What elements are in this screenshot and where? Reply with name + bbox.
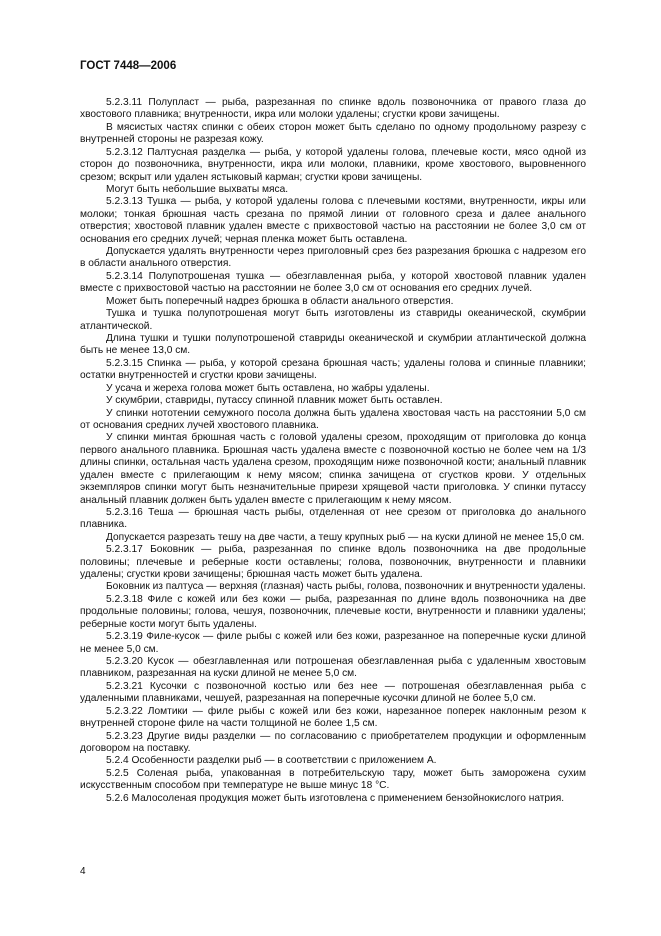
paragraph: 5.2.3.20 Кусок — обезглавленная или потрошеная обезглавленная рыба с удаленным хвостовым плавником, разрезанная на куски длиной не менее 5,0 см.	[80, 655, 586, 680]
paragraph: 5.2.3.14 Полупотрошеная тушка — обезглавленная рыба, у которой хвостовой плавник удален вместе с прихвостовой частью на расстоянии не более 3,0 см от основания его средних лучей.	[80, 270, 586, 295]
paragraph: 5.2.3.16 Теша — брюшная часть рыбы, отделенная от нее срезом от приголовка до анального плавника.	[80, 506, 586, 531]
paragraph: Допускается разрезать тешу на две части, а тешу крупных рыб — на куски длиной не менее 15,0 см.	[106, 531, 585, 543]
paragraph: Боковник из палтуса — верхняя (глазная) часть рыбы, голова, позвоночник и внутренности удалены.	[106, 581, 586, 593]
paragraph: 5.2.5 Соленая рыба, упакованная в потребительскую тару, может быть заморожена сухим искусственным способом при температуре не выше минус 18 °С.	[80, 767, 586, 792]
paragraph: 5.2.3.17 Боковник — рыба, разрезанная по спинке вдоль позвоночника на две продольные половины; плечевые и реберные кости оставлены; голова, позвоночник, внутренности и плавники удалены; сгустки крови зачищены; брюшная часть может быть удалена.	[80, 544, 586, 581]
paragraph: 5.2.3.23 Другие виды разделки — по согласованию с приобретателем продукции и оформленным договором на поставку.	[80, 730, 586, 754]
paragraph: 5.2.3.13 Тушка — рыба, у которой удалены голова с плечевыми костями, внутренности, икры или молоки; тонкая брюшная часть срезана по прямой линии от головного среза и далее анального отверстия; хвостовой плавник удален вместе с прихвостовой частью на расстоянии не более 3,0 см от основания его средних лучей; черная пленка может быть оставлена.	[80, 196, 586, 245]
paragraph: 5.2.6 Малосоленая продукция может быть изготовлена с применением бензойнокислого натрия.	[106, 792, 565, 804]
paragraph: Тушка и тушка полупотрошеная могут быть изготовлены из ставриды океанической, скумбрии атлантической.	[80, 308, 586, 332]
paragraph: 5.2.4 Особенности разделки рыб — в соответствии с приложением А.	[106, 755, 437, 767]
paragraph: У спинки минтая брюшная часть с головой удалены срезом, проходящим от приголовка до конца первого анального плавника. Брюшная часть удалена вместе с позвоночной костью не более чем на 1/3 длины спинки, остальная часть удалена срезом, проходящим ниже позвоночной кости; анальный плавник удален вместе с прилегающим к нему мясом; спинка зачищена от сгустков крови. У отдельных экземпляров спинки могут быть незначительные прирези хрящевой части приголовка. У спинки путассу анальный плавник должен быть удален вместе с прилегающим к нему мясом.	[80, 432, 586, 506]
document-body	[80, 97, 586, 805]
paragraph: 5.2.3.22 Ломтики — филе рыбы с кожей или без кожи, нарезанное поперек наклонным резом к внутренней стороне филе на части толщиной не более 1,5 см.	[80, 705, 586, 730]
document-header: ГОСТ 7448—2006	[80, 60, 177, 72]
paragraph: У скумбрии, ставриды, путассу спинной плавник может быть оставлен.	[106, 395, 443, 407]
paragraph: 5.2.3.12 Палтусная разделка — рыба, у которой удалены голова, плечевые кости, мясо одной из сторон до позвоночника, внутренности, икра или молоки, плавники, кроме хвостового, выровненного срезом; вскрыт или удален ястыковый карман; сгустки крови зачищены.	[80, 146, 586, 183]
paragraph: Могут быть небольшие выхваты мяса.	[106, 183, 289, 195]
page-number: 4	[80, 866, 86, 877]
paragraph: У усача и жереха голова может быть оставлена, но жабры удалены.	[106, 382, 430, 394]
paragraph: 5.2.3.11 Полупласт — рыба, разрезанная по спинке вдоль позвоночника от правого глаза до хвостового плавника; внутренности, икра или молоки удалены; сгустки крови зачищены.	[80, 97, 586, 121]
paragraph: 5.2.3.18 Филе с кожей или без кожи — рыба, разрезанная по длине вдоль позвоночника на две продольные половины; голова, чешуя, позвоночник, плечевые кости, внутренности и плавники удалены; реберные кости могут быть удалены.	[80, 593, 586, 630]
paragraph: У спинки нототении семужного посола должна быть удалена хвостовая часть на расстоянии 5,0 см от основания средних лучей хвостового плавника.	[80, 407, 586, 431]
paragraph: Длина тушки и тушки полупотрошеной ставриды океанической и скумбрии атлантической должна быть не менее 13,0 см.	[80, 333, 586, 357]
paragraph: В мясистых частях спинки с обеих сторон может быть сделано по одному продольному разрезу с внутренней стороны не разрезая кожу.	[80, 121, 586, 146]
paragraph: 5.2.3.21 Кусочки с позвоночной костью или без нее — потрошеная обезглавленная рыба с удаленными плавниками, чешуей, разрезанная на поперечные кусочки длиной не более 5,0 см.	[80, 680, 586, 705]
paragraph: Может быть поперечный надрез брюшка в области анального отверстия.	[106, 295, 454, 307]
paragraph: 5.2.3.15 Спинка — рыба, у которой срезана брюшная часть; удалены голова и спинные плавники; остатки внутренностей и сгустки крови зачищены.	[80, 357, 586, 382]
paragraph: Допускается удалять внутренности через приголовный срез без разрезания брюшка с надрезом его в области анального отверстия.	[80, 246, 586, 270]
paragraph: 5.2.3.19 Филе-кусок — филе рыбы с кожей или без кожи, разрезанное на поперечные куски длиной не менее 5,0 см.	[80, 631, 586, 655]
